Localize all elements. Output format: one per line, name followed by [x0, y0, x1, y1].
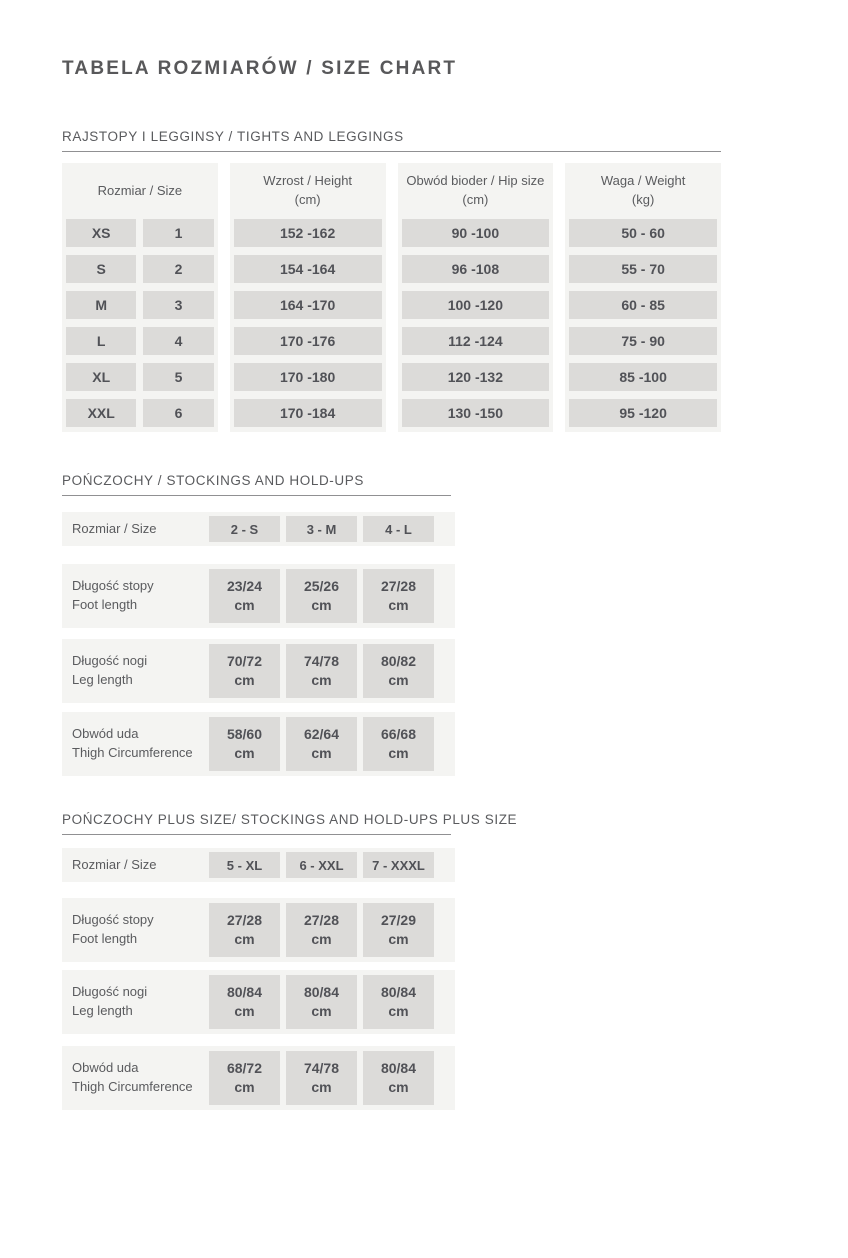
size-letter-cell: XS	[66, 219, 136, 247]
column-size	[62, 163, 218, 432]
row-label-en: Foot length	[72, 597, 138, 612]
row-label	[62, 1059, 209, 1097]
column-header-label: Wzrost / Height	[263, 173, 353, 189]
column-header-label: Waga / Weight	[600, 173, 686, 189]
value-cell	[363, 644, 434, 698]
unit: cm	[388, 1003, 409, 1019]
column-height	[230, 163, 386, 432]
unit: cm	[388, 1079, 409, 1095]
weight-cell: 60 - 85	[569, 291, 717, 319]
size-letter-cell: S	[66, 255, 136, 283]
row-cells	[209, 516, 434, 542]
stockings-table	[62, 512, 455, 776]
unit: cm	[234, 745, 255, 761]
size-row	[66, 399, 214, 427]
value-cell	[363, 717, 434, 771]
size-cell: 7 - XXXL	[363, 852, 434, 878]
row-cells	[209, 644, 434, 698]
value: 58/60	[226, 726, 263, 743]
size-number-cell: 4	[143, 327, 213, 355]
column-header-weight	[569, 163, 717, 219]
size-number-cell: 1	[143, 219, 213, 247]
row-label	[62, 911, 209, 949]
leg-length-band	[62, 639, 455, 703]
row-cells	[209, 1051, 434, 1105]
size-number-cell: 5	[143, 363, 213, 391]
size-row	[66, 363, 214, 391]
height-cell: 164 -170	[234, 291, 382, 319]
height-cell: 170 -176	[234, 327, 382, 355]
value-cell	[209, 569, 280, 623]
unit: cm	[311, 597, 332, 613]
column-header-label: Obwód bioder / Hip size	[406, 173, 545, 189]
section-rule	[62, 834, 451, 835]
section-header-stockings: POŃCZOCHY / STOCKINGS AND HOLD-UPS	[62, 473, 364, 488]
size-row	[66, 291, 214, 319]
weight-cell: 55 - 70	[569, 255, 717, 283]
row-label: Rozmiar / Size	[72, 520, 157, 536]
row-label	[62, 983, 209, 1021]
value: 27/29	[380, 912, 417, 929]
value: 62/64	[303, 726, 340, 743]
column-rows	[402, 219, 550, 427]
section-rule	[62, 495, 451, 496]
row-label-pl: Długość stopy	[72, 912, 154, 928]
row-cells	[209, 903, 434, 957]
leg-length-band	[62, 970, 455, 1034]
size-cell: 2 - S	[209, 516, 280, 542]
size-letter-cell: M	[66, 291, 136, 319]
unit: cm	[234, 672, 255, 688]
size-cell: 3 - M	[286, 516, 357, 542]
hip-cell: 90 -100	[402, 219, 550, 247]
section-header-tights: RAJSTOPY I LEGGINSY / TIGHTS AND LEGGINGS	[62, 129, 404, 144]
size-cell: 5 - XL	[209, 852, 280, 878]
unit: cm	[234, 931, 255, 947]
size-letter-cell: XXL	[66, 399, 136, 427]
value: 80/84	[380, 984, 417, 1001]
column-header-height	[234, 163, 382, 219]
row-cells	[209, 569, 434, 623]
row-label	[62, 577, 209, 615]
value: 80/84	[303, 984, 340, 1001]
row-label-pl: Długość nogi	[72, 984, 148, 1000]
height-cell: 154 -164	[234, 255, 382, 283]
value: 68/72	[226, 1060, 263, 1077]
hip-cell: 120 -132	[402, 363, 550, 391]
unit: cm	[234, 1079, 255, 1095]
value-cell	[286, 903, 357, 957]
column-header-size: Rozmiar / Size	[97, 182, 183, 198]
row-label: Rozmiar / Size	[72, 856, 157, 872]
row-label-en: Thigh Circumference	[72, 745, 193, 760]
value: 66/68	[380, 726, 417, 743]
size-cell: 6 - XXL	[286, 852, 357, 878]
hip-cell: 130 -150	[402, 399, 550, 427]
value: 80/84	[226, 984, 263, 1001]
row-cells	[209, 717, 434, 771]
row-label-pl: Obwód uda	[72, 1060, 139, 1076]
row-label-pl: Obwód uda	[72, 726, 139, 742]
value-cell	[363, 1051, 434, 1105]
value-cell	[286, 569, 357, 623]
unit: cm	[234, 1003, 255, 1019]
row-label-en: Foot length	[72, 931, 138, 946]
value: 74/78	[303, 1060, 340, 1077]
height-cell: 152 -162	[234, 219, 382, 247]
size-row	[66, 219, 214, 247]
size-band	[62, 848, 455, 882]
weight-cell: 95 -120	[569, 399, 717, 427]
value: 80/82	[380, 653, 417, 670]
height-cell: 170 -180	[234, 363, 382, 391]
value-cell	[286, 644, 357, 698]
foot-length-band	[62, 564, 455, 628]
size-band	[62, 512, 455, 546]
size-cell: 4 - L	[363, 516, 434, 542]
column-hip	[398, 163, 554, 432]
value: 23/24	[226, 578, 263, 595]
unit: cm	[234, 597, 255, 613]
unit: cm	[311, 931, 332, 947]
weight-cell: 75 - 90	[569, 327, 717, 355]
hip-cell: 112 -124	[402, 327, 550, 355]
unit: cm	[388, 597, 409, 613]
value-cell	[209, 717, 280, 771]
unit: cm	[311, 745, 332, 761]
value-cell	[363, 903, 434, 957]
stockings-plus-table	[62, 848, 455, 1110]
size-letter-cell: XL	[66, 363, 136, 391]
column-rows	[234, 219, 382, 427]
value: 27/28	[380, 578, 417, 595]
size-letter-cell: L	[66, 327, 136, 355]
column-header-unit: (cm)	[462, 192, 489, 207]
unit: cm	[311, 672, 332, 688]
row-label-en: Leg length	[72, 1003, 133, 1018]
foot-length-band	[62, 898, 455, 962]
section-header-stockings-plus: POŃCZOCHY PLUS SIZE/ STOCKINGS AND HOLD-UPS PLUS SIZE	[62, 812, 518, 827]
height-cell: 170 -184	[234, 399, 382, 427]
hip-cell: 96 -108	[402, 255, 550, 283]
value: 70/72	[226, 653, 263, 670]
column-header-unit: (kg)	[631, 192, 655, 207]
unit: cm	[311, 1079, 332, 1095]
unit: cm	[388, 672, 409, 688]
value-cell	[363, 975, 434, 1029]
value-cell	[363, 569, 434, 623]
value: 27/28	[226, 912, 263, 929]
value-cell	[286, 975, 357, 1029]
value: 25/26	[303, 578, 340, 595]
unit: cm	[388, 745, 409, 761]
value: 27/28	[303, 912, 340, 929]
value-cell	[209, 1051, 280, 1105]
section-rule	[62, 151, 721, 152]
size-number-cell: 3	[143, 291, 213, 319]
size-number-cell: 6	[143, 399, 213, 427]
weight-cell: 85 -100	[569, 363, 717, 391]
hip-cell: 100 -120	[402, 291, 550, 319]
row-label-en: Thigh Circumference	[72, 1079, 193, 1094]
thigh-band	[62, 1046, 455, 1110]
size-number-cell: 2	[143, 255, 213, 283]
tights-table	[62, 163, 721, 432]
column-header-unit: (cm)	[294, 192, 321, 207]
unit: cm	[311, 1003, 332, 1019]
row-cells	[209, 852, 434, 878]
value: 74/78	[303, 653, 340, 670]
row-label-pl: Długość nogi	[72, 653, 148, 669]
value-cell	[209, 903, 280, 957]
value-cell	[209, 644, 280, 698]
row-label	[62, 725, 209, 763]
size-row	[66, 327, 214, 355]
row-cells	[209, 975, 434, 1029]
unit: cm	[388, 931, 409, 947]
column-rows	[66, 219, 214, 427]
size-row	[66, 255, 214, 283]
value-cell	[286, 1051, 357, 1105]
row-label	[62, 652, 209, 690]
row-label-en: Leg length	[72, 672, 133, 687]
value-cell	[286, 717, 357, 771]
weight-cell: 50 - 60	[569, 219, 717, 247]
column-weight	[565, 163, 721, 432]
value: 80/84	[380, 1060, 417, 1077]
row-label-pl: Długość stopy	[72, 578, 154, 594]
value-cell	[209, 975, 280, 1029]
thigh-band	[62, 712, 455, 776]
size-chart-page	[0, 58, 848, 1110]
page-title: TABELA ROZMIARÓW / SIZE CHART	[62, 58, 458, 79]
column-header-hip	[402, 163, 550, 219]
column-rows	[569, 219, 717, 427]
